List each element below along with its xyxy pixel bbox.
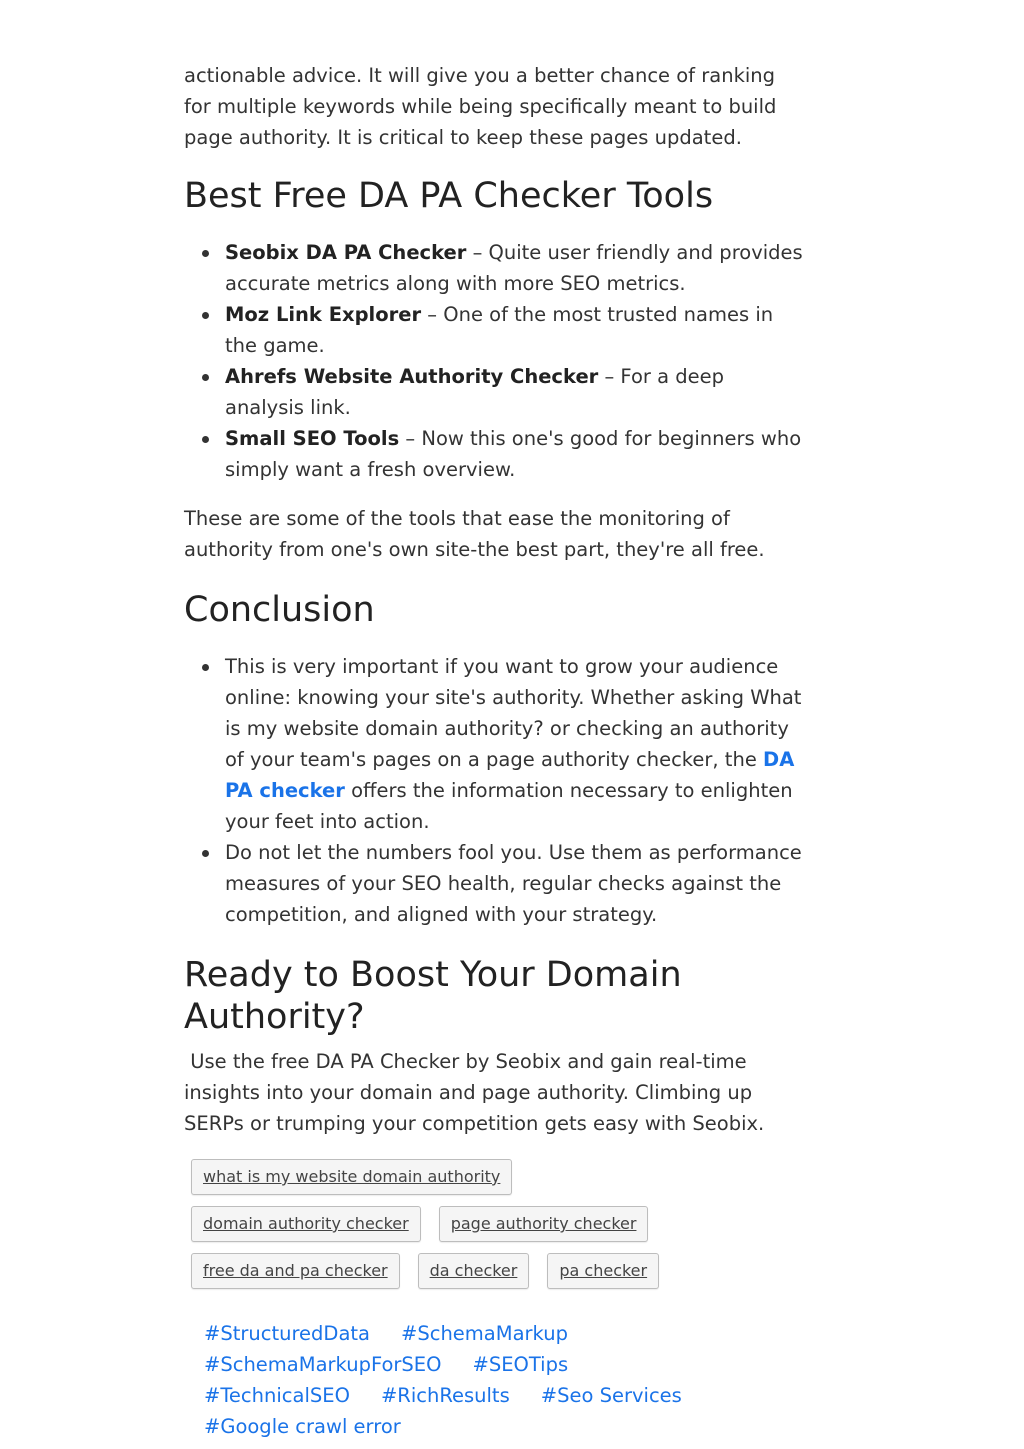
- tag-list: [191, 1159, 751, 1300]
- tool-description: – For a deep analysis link.: [225, 365, 724, 419]
- tools-list: [184, 237, 804, 485]
- hashtag-link[interactable]: #RichResults: [380, 1384, 510, 1407]
- hashtag-list: [204, 1318, 764, 1442]
- tag-button[interactable]: domain authority checker: [191, 1206, 421, 1242]
- hashtag-link[interactable]: #StructuredData: [204, 1322, 370, 1345]
- da-pa-checker-link[interactable]: DA PA checker: [225, 748, 795, 802]
- list-item: [184, 423, 804, 485]
- tools-heading: Best Free DA PA Checker Tools: [184, 176, 714, 216]
- intro-paragraph: actionable advice. It will give you a better chance of ranking for multiple keywords while being specifically meant to build page authority. It is critical to keep these pages updated.: [184, 64, 777, 149]
- tools-outro-paragraph: These are some of the tools that ease the monitoring of authority from one's own site-the best part, they're all free.: [184, 507, 765, 561]
- list-item: [184, 361, 804, 423]
- conclusion-text: offers the information necessary to enlighten your feet into action.: [225, 779, 793, 833]
- tag-button[interactable]: pa checker: [547, 1253, 659, 1289]
- tag-button[interactable]: page authority checker: [439, 1206, 649, 1242]
- tool-name: Ahrefs Website Authority Checker: [225, 365, 599, 388]
- list-item: [184, 837, 804, 930]
- hashtag-link[interactable]: #Seo Services: [540, 1384, 682, 1407]
- conclusion-list: [184, 651, 804, 930]
- tag-button[interactable]: da checker: [418, 1253, 530, 1289]
- tool-name: Small SEO Tools: [225, 427, 400, 450]
- tool-name: Seobix DA PA Checker: [225, 241, 467, 264]
- list-item: [184, 299, 804, 361]
- cta-paragraph: Use the free DA PA Checker by Seobix and gain real-time insights into your domain and page authority. Climbing up SERPs or trumping your competition gets easy with Seobix.: [184, 1050, 765, 1135]
- hashtag-link[interactable]: #Google crawl error: [204, 1415, 401, 1438]
- conclusion-text: This is very important if you want to grow your audience online: knowing your site's authority. Whether asking What is my website domain authority? or checking an authority of your team's pages on a page authority checker, the: [225, 655, 802, 771]
- hashtag-link[interactable]: #SEOTips: [472, 1353, 569, 1376]
- conclusion-heading: Conclusion: [184, 590, 375, 630]
- conclusion-text: Do not let the numbers fool you. Use them as performance measures of your SEO health, regular checks against the competition, and aligned with your strategy.: [225, 841, 802, 926]
- hashtag-link[interactable]: #TechnicalSEO: [204, 1384, 350, 1407]
- article-body: [184, 0, 804, 1442]
- tag-button[interactable]: what is my website domain authority: [191, 1159, 512, 1195]
- list-item: [184, 237, 804, 299]
- hashtag-link[interactable]: #SchemaMarkupForSEO: [204, 1353, 442, 1376]
- tool-description: – Quite user friendly and provides accurate metrics along with more SEO metrics.: [225, 241, 803, 295]
- tag-button[interactable]: free da and pa checker: [191, 1253, 400, 1289]
- cta-heading: Ready to Boost Your Domain Authority?: [184, 955, 682, 1037]
- tool-description: – Now this one's good for beginners who simply want a fresh overview.: [225, 427, 802, 481]
- hashtag-link[interactable]: #SchemaMarkup: [401, 1322, 568, 1345]
- list-item: [184, 651, 804, 837]
- tool-name: Moz Link Explorer: [225, 303, 422, 326]
- tool-description: – One of the most trusted names in the game.: [225, 303, 774, 357]
